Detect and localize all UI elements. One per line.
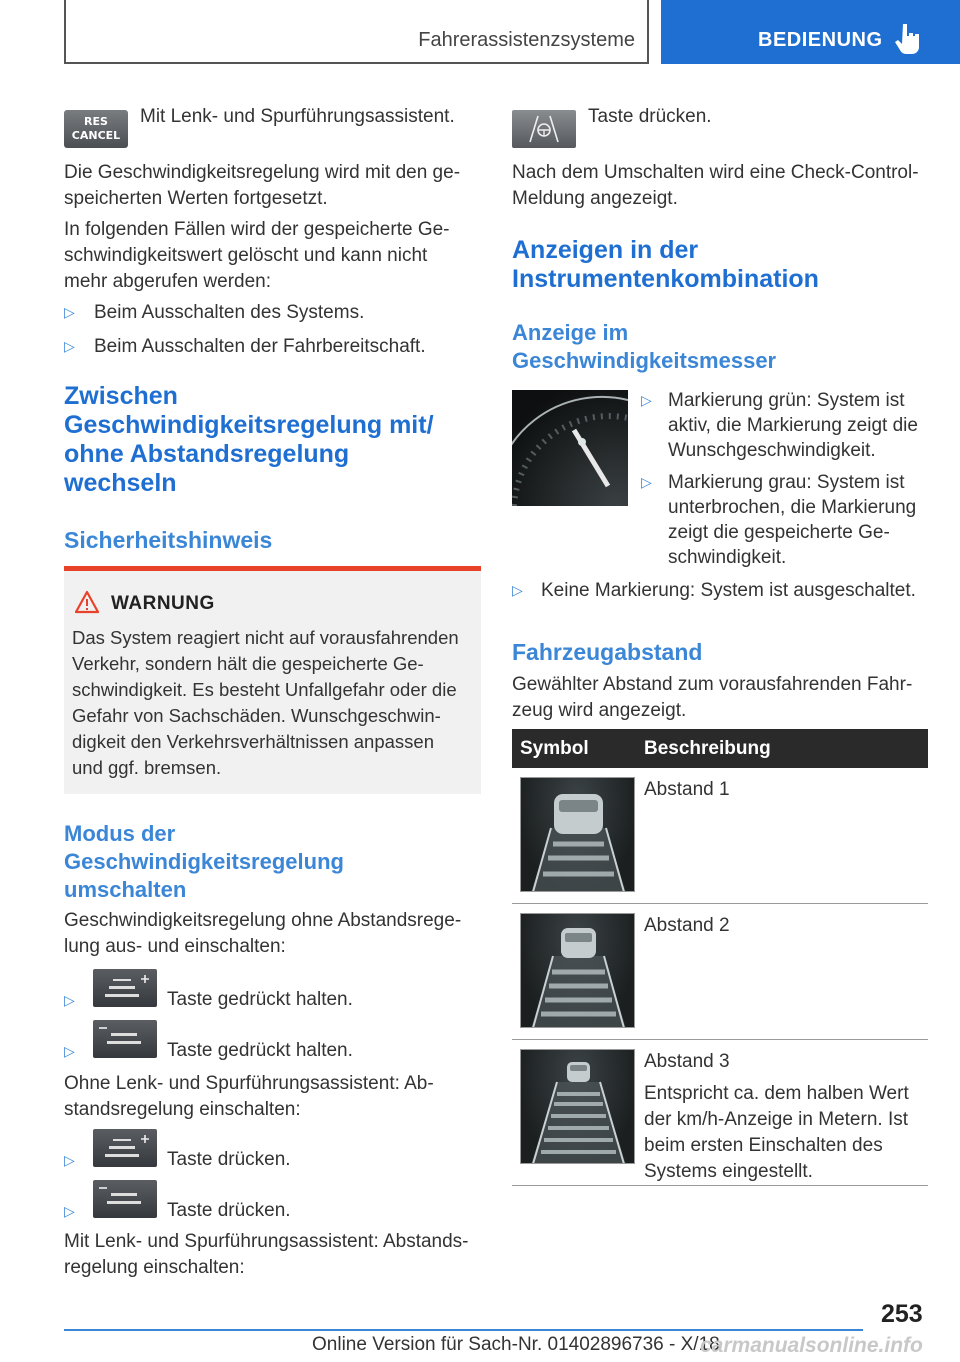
text-line: mehr abgerufen werden: bbox=[64, 271, 272, 292]
table-divider bbox=[512, 1185, 928, 1186]
heading-line: ohne Abstandsregelung bbox=[64, 440, 350, 468]
heading-line: Geschwindigkeitsregelung bbox=[64, 849, 344, 874]
warning-text bbox=[72, 625, 459, 781]
lane-key-instruction: Taste drücken. bbox=[588, 106, 712, 127]
paragraph-continue bbox=[64, 160, 460, 212]
footer-line bbox=[64, 1329, 863, 1331]
heading-line: Geschwindigkeitsmesser bbox=[512, 348, 777, 373]
watermark-logo: carmanualsonline.info bbox=[700, 1334, 923, 1357]
distance-2-label: Abstand 2 bbox=[644, 915, 730, 936]
text-line: schwindigkeit. bbox=[668, 547, 787, 568]
key-instruction: Taste drücken. bbox=[167, 1200, 291, 1221]
table-divider bbox=[512, 1039, 928, 1040]
text-line: In folgenden Fällen wird der gespeicherte Ge- bbox=[64, 219, 450, 240]
res-description: Mit Lenk- und Spurführungsassistent. bbox=[140, 106, 455, 127]
distance-plus-key-icon bbox=[93, 969, 157, 1007]
list-item-grey bbox=[668, 470, 916, 570]
section-tab bbox=[661, 0, 960, 64]
distance-plus-key-icon bbox=[93, 1129, 157, 1167]
text-line: der km/h-Anzeige in Metern. Ist bbox=[644, 1109, 908, 1130]
paragraph-with-lane-assist bbox=[64, 1229, 469, 1281]
bullet-triangle-icon: ▷ bbox=[64, 1043, 75, 1059]
heading-line: Anzeige im bbox=[512, 320, 629, 345]
hand-pointer-icon bbox=[894, 22, 924, 54]
distance-1-label: Abstand 1 bbox=[644, 779, 730, 800]
text-line: aktiv, die Markierung zeigt die bbox=[668, 415, 918, 436]
paragraph-delete bbox=[64, 217, 450, 295]
bullet-triangle-icon: ▷ bbox=[64, 1203, 75, 1219]
text-line: zeigt die gespeicherte Ge- bbox=[668, 522, 890, 543]
text-line: schwindigkeit. Es besteht Unfallgefahr oder die bbox=[72, 679, 457, 700]
text-line: und ggf. bremsen. bbox=[72, 757, 222, 778]
list-item: Beim Ausschalten der Fahrbereitschaft. bbox=[94, 336, 426, 357]
text-line: Mit Lenk- und Spurführungsassistent: Abstands- bbox=[64, 1231, 469, 1252]
distance-3-car-icon bbox=[520, 1049, 635, 1164]
bullet-triangle-icon: ▷ bbox=[641, 392, 652, 408]
key-instruction: Taste drücken. bbox=[167, 1149, 291, 1170]
heading-instrument-display bbox=[512, 236, 819, 294]
heading-line: Modus der bbox=[64, 821, 176, 846]
distance-minus-key-icon bbox=[93, 1020, 157, 1058]
heading-line: Geschwindigkeitsregelung mit/ bbox=[64, 411, 434, 439]
text-line: Meldung angezeigt. bbox=[512, 188, 678, 209]
warning-title: WARNUNG bbox=[111, 593, 215, 614]
key-instruction: Taste gedrückt halten. bbox=[167, 1040, 353, 1061]
table-divider bbox=[512, 903, 928, 904]
text-line: Das System reagiert nicht auf vorausfahrenden bbox=[72, 627, 459, 648]
res-cancel-button-icon bbox=[64, 110, 128, 148]
column-header: Beschreibung bbox=[644, 738, 771, 759]
text-line: Gewählter Abstand zum vorausfahrenden Fahr- bbox=[512, 674, 913, 695]
bullet-triangle-icon: ▷ bbox=[64, 304, 75, 320]
text-line: standsregelung einschalten: bbox=[64, 1099, 301, 1120]
text-line: Wunschgeschwindigkeit. bbox=[668, 440, 876, 461]
chapter-title: Fahrerassistenzsysteme bbox=[418, 29, 635, 51]
text-line: schwindigkeitswert gelöscht und kann nicht bbox=[64, 245, 428, 266]
heading-line: Zwischen bbox=[64, 382, 178, 410]
heading-safety: Sicherheitshinweis bbox=[64, 527, 273, 553]
section-title: BEDIENUNG bbox=[758, 29, 883, 51]
table-header bbox=[512, 729, 928, 768]
lane-assist-key-icon bbox=[512, 110, 576, 148]
heading-distance: Fahrzeugabstand bbox=[512, 639, 703, 665]
paragraph-without-distance bbox=[64, 908, 461, 960]
paragraph-without-lane-assist bbox=[64, 1071, 434, 1123]
speedometer-image bbox=[512, 390, 628, 506]
heading-mode-switch bbox=[64, 820, 344, 904]
list-item-green bbox=[668, 388, 918, 463]
bullet-triangle-icon: ▷ bbox=[641, 474, 652, 490]
paragraph-distance bbox=[512, 672, 912, 724]
text-line: Geschwindigkeitsregelung ohne Abstandsrege- bbox=[64, 910, 462, 931]
res-label: RES bbox=[84, 115, 108, 128]
text-line: Gefahr von Sachschäden. Wunschgeschwin- bbox=[72, 705, 441, 726]
heading-speedometer bbox=[512, 319, 776, 375]
bullet-triangle-icon: ▷ bbox=[64, 992, 75, 1008]
text-line: Markierung grau: System ist bbox=[668, 472, 905, 493]
text-line: Nach dem Umschalten wird eine Check-Control- bbox=[512, 162, 919, 183]
list-item-off: Keine Markierung: System ist ausgeschaltet. bbox=[541, 580, 916, 601]
heading-switch-mode bbox=[64, 382, 434, 498]
text-line: digkeit den Verkehrsverhältnissen anpassen bbox=[72, 731, 435, 752]
heading-line: wechseln bbox=[64, 469, 177, 497]
distance-2-car-icon bbox=[520, 913, 635, 1028]
header-chapter-box bbox=[64, 0, 649, 64]
text-line: Ohne Lenk- und Spurführungsassistent: Ab- bbox=[64, 1073, 434, 1094]
text-line: unterbrochen, die Markierung bbox=[668, 497, 917, 518]
bullet-triangle-icon: ▷ bbox=[64, 338, 75, 354]
paragraph-check-control bbox=[512, 160, 919, 212]
distance-3-description bbox=[644, 1081, 909, 1185]
text-line: regelung einschalten: bbox=[64, 1257, 245, 1278]
text-line: Die Geschwindigkeitsregelung wird mit den ge- bbox=[64, 162, 461, 183]
page-number: 253 bbox=[881, 1300, 923, 1328]
column-header: Symbol bbox=[520, 738, 589, 759]
distance-1-car-icon bbox=[520, 777, 635, 892]
bullet-triangle-icon: ▷ bbox=[64, 1152, 75, 1168]
heading-line: Instrumentenkombination bbox=[512, 265, 819, 293]
text-line: beim ersten Einschalten des bbox=[644, 1135, 883, 1156]
heading-line: umschalten bbox=[64, 877, 187, 902]
heading-line: Anzeigen in der bbox=[512, 236, 699, 264]
text-line: lung aus- und einschalten: bbox=[64, 936, 286, 957]
text-line: Verkehr, sondern hält die gespeicherte Ge- bbox=[72, 653, 424, 674]
bullet-triangle-icon: ▷ bbox=[512, 582, 523, 598]
warning-triangle-icon bbox=[74, 590, 100, 614]
distance-minus-key-icon bbox=[93, 1180, 157, 1218]
distance-3-label: Abstand 3 bbox=[644, 1051, 730, 1072]
text-line: Markierung grün: System ist bbox=[668, 390, 905, 411]
online-version-text: Online Version für Sach-Nr. 01402896736 - X/18 bbox=[312, 1334, 720, 1355]
list-item: Beim Ausschalten des Systems. bbox=[94, 302, 365, 323]
key-instruction: Taste gedrückt halten. bbox=[167, 989, 353, 1010]
cancel-label: CANCEL bbox=[71, 129, 121, 142]
text-line: Systems eingestellt. bbox=[644, 1161, 813, 1182]
text-line: zeug wird angezeigt. bbox=[512, 700, 687, 721]
text-line: Entspricht ca. dem halben Wert bbox=[644, 1083, 909, 1104]
text-line: speicherten Werten fortgesetzt. bbox=[64, 188, 328, 209]
